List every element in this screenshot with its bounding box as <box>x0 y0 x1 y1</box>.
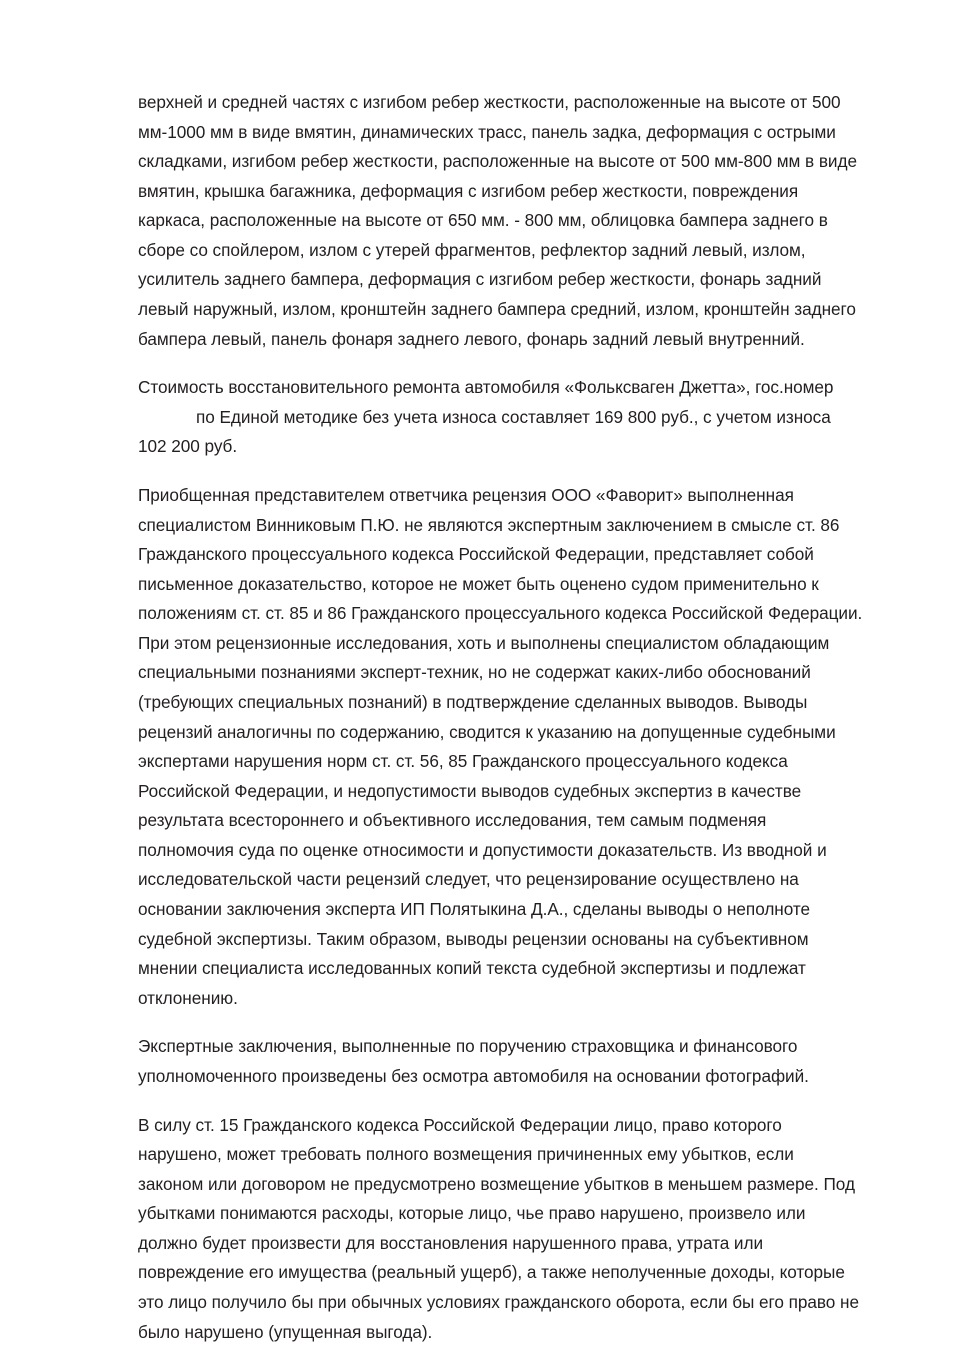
paragraph-expert-conclusions: Экспертные заключения, выполненные по поручению страховщика и финансового уполномоченного произведены без осмотра автомобиля на основании фотографий. <box>138 1036 809 1086</box>
paragraph-vehicle-damage: верхней и средней частях с изгибом ребер жесткости, расположенные на высоте от 500 мм-1000 мм в виде вмятин, динамических трасс, панель задка, деформация с острыми складками, изгибом ребер жесткости, расположенные на высоте от 500 мм-800 мм в виде вмятин, крышка багажника, деформация с изгибом ребер жесткости, повреждения каркаса, расположенные на высоте от 650 мм. - 800 мм, облицовка бампера заднего в сборе со спойлером, излом с утерей фрагментов, рефлектор задний левый, излом, усилитель заднего бампера, деформация с изгибом ребер жесткости, фонарь задний левый наружный, излом, кронштейн заднего бампера средний, излом, кронштейн заднего бампера левый, панель фонаря заднего левого, фонарь задний левый внутренний. <box>138 92 857 349</box>
paragraph-civil-code-article-15: В силу ст. 15 Гражданского кодекса Российской Федерации лицо, право которого нарушено, может требовать полного возмещения причиненных ему убытков, если законом или договором не предусмотрено возмещение убытков в меньшем размере. Под убытками понимаются расходы, которые лицо, чье право нарушено, произвело или должно будет произвести для восстановления нарушенного права, утрата или повреждение его имущества (реальный ущерб), а также неполученные доходы, которые это лицо получило бы при обычных условиях гражданского оборота, если бы его право не было нарушено (упущенная выгода). <box>138 1114 859 1342</box>
paragraph-repair-cost <box>138 373 863 462</box>
paragraph-review-opinion: Приобщенная представителем ответчика рецензия ООО «Фаворит» выполненная специалистом Винниковым П.Ю. не являются экспертным заключением в смысле ст. 86 Гражданского процессуального кодекса Российской Федерации, представляет собой письменное доказательство, которое не может быть оценено судом применительно к положениям ст. ст. 85 и 86 Гражданского процессуального кодекса Российской Федерации. При этом рецензионные исследования, хоть и выполнены специалистом обладающим специальными познаниями эксперт-техник, но не содержат каких-либо обоснований (требующих специальных познаний) в подтверждение сделанных выводов. Выводы рецензий аналогичны по содержанию, сводится к указанию на допущенные судебными экспертами нарушения норм ст. ст. 56, 85 Гражданского процессуального кодекса Российской Федерации, и недопустимости выводов судебных экспертиз в качестве результата всестороннего и объективного исследования, тем самым подменяя полномочия суда по оценке относимости и допустимости доказательств. Из вводной и исследовательской части рецензий следует, что рецензирование осуществлено на основании заключения эксперта ИП Полятыкина Д.А., сделаны выводы о неполноте судебной экспертизы. Таким образом, выводы рецензии основаны на субъективном мнении специалиста исследованных копий текста судебной экспертизы и подлежат отклонению. <box>138 484 863 1008</box>
repair-cost-text-before: Стоимость восстановительного ремонта автомобиля «Фольксваген Джетта», гос.номер <box>138 377 834 398</box>
repair-cost-text-after: по Единой методике без учета износа составляет 169 800 руб., с учетом износа 102 200 руб. <box>138 406 831 457</box>
document-body <box>138 88 863 1347</box>
